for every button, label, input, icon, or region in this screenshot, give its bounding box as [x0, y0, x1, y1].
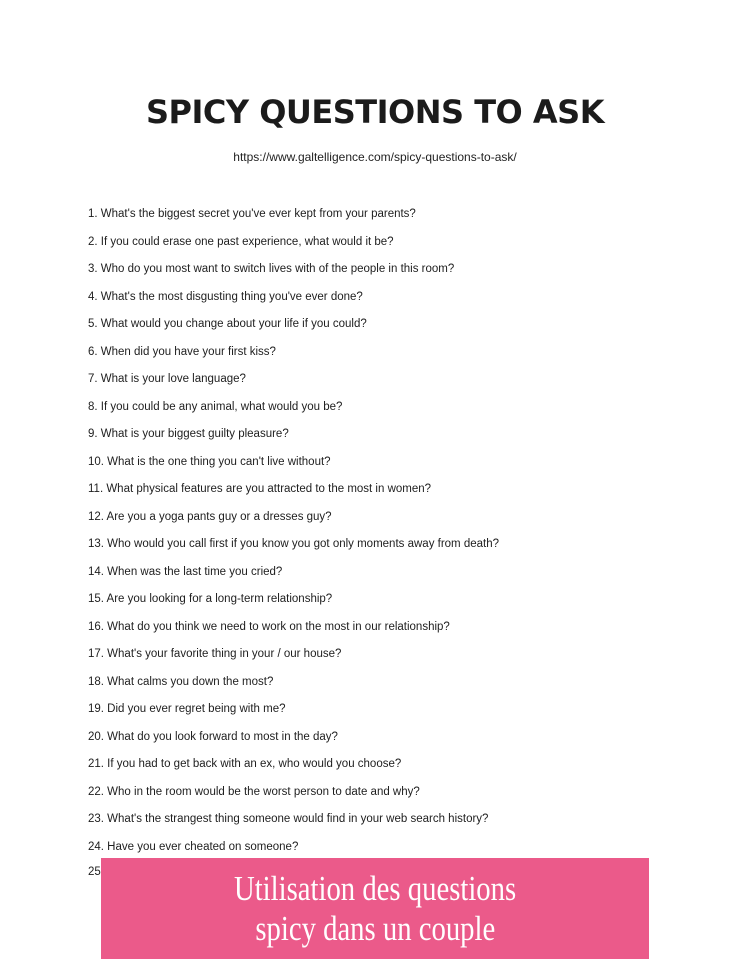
question-item: 13. Who would you call first if you know you got only moments away from death?	[88, 538, 500, 550]
question-item: 16. What do you think we need to work on the most in our relationship?	[88, 620, 450, 633]
question-item: 2. If you could erase one past experience, what would it be?	[88, 235, 394, 248]
question-item: 7. What is your love language?	[88, 373, 246, 385]
question-item: 3. Who do you most want to switch lives with of the people in this room?	[88, 263, 455, 275]
question-item: 10. What is the one thing you can't live without?	[88, 455, 331, 468]
page-title: SPICY QUESTIONS TO ASK	[146, 93, 604, 131]
question-item: 19. Did you ever regret being with me?	[88, 703, 286, 715]
question-item: 18. What calms you down the most?	[88, 675, 274, 688]
question-item: 11. What physical features are you attracted to the most in women?	[88, 483, 432, 495]
question-item: 14. When was the last time you cried?	[88, 565, 283, 578]
question-list	[88, 205, 499, 865]
question-item: 17. What's your favorite thing in your / our house?	[88, 648, 342, 660]
banner-line-2: spicy dans un couple	[255, 908, 495, 948]
question-item: 23. What's the strangest thing someone would find in your web search history?	[88, 813, 489, 825]
question-item: 8. If you could be any animal, what would you be?	[88, 400, 343, 413]
question-item: 22. Who in the room would be the worst person to date and why?	[88, 785, 420, 798]
question-item: 12. Are you a yoga pants guy or a dresses guy?	[88, 510, 332, 523]
question-item: 20. What do you look forward to most in the day?	[88, 730, 338, 743]
question-item: 9. What is your biggest guilty pleasure?	[88, 428, 289, 440]
banner-line-1: Utilisation des questions	[233, 868, 517, 908]
question-item: 24. Have you ever cheated on someone?	[88, 840, 299, 853]
question-item: 5. What would you change about your life if you could?	[88, 318, 367, 330]
question-item: 15. Are you looking for a long-term relationship?	[88, 593, 333, 605]
question-item: 21. If you had to get back with an ex, who would you choose?	[88, 758, 402, 770]
question-item: 6. When did you have your first kiss?	[88, 345, 276, 358]
source-url: https://www.galtelligence.com/spicy-questions-to-ask/	[233, 150, 517, 164]
partial-question-number: 25	[88, 866, 101, 878]
caption-banner	[101, 858, 649, 959]
question-item: 4. What's the most disgusting thing you've ever done?	[88, 290, 363, 303]
question-item: 1. What's the biggest secret you've ever kept from your parents?	[88, 208, 416, 220]
